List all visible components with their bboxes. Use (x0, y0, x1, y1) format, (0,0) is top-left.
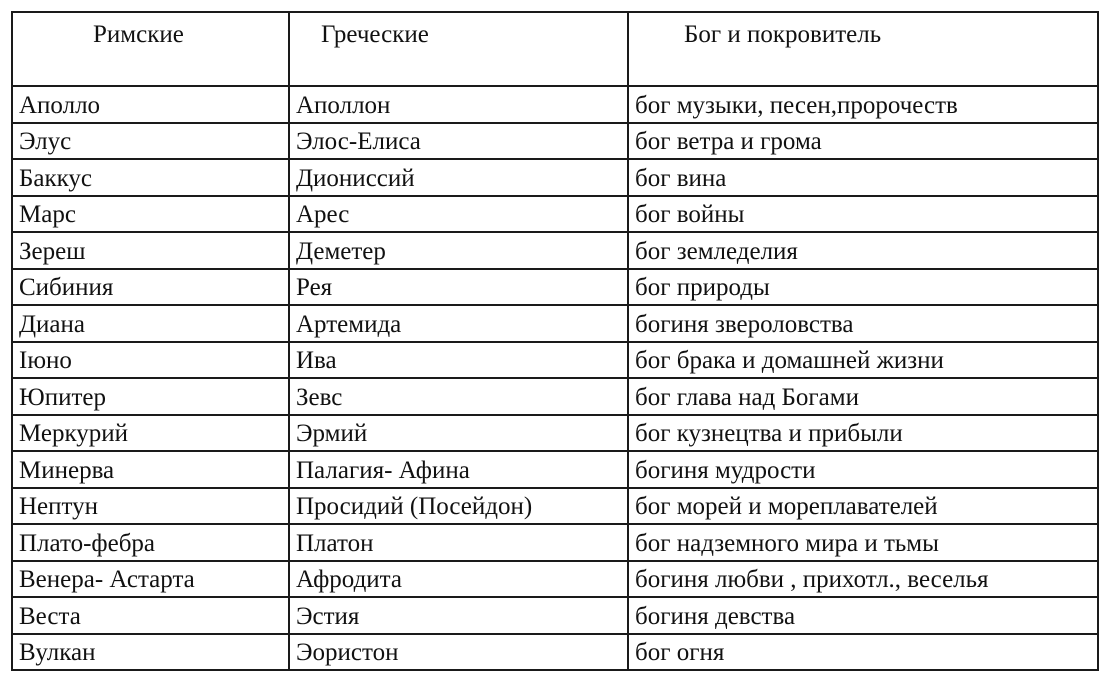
cell-roman-name: Зереш (12, 232, 289, 269)
cell-roman-name: Элус (12, 123, 289, 160)
cell-god-patron: бог земледелия (628, 232, 1098, 269)
table-row (12, 488, 1098, 525)
table-row (12, 159, 1098, 196)
cell-god-patron: богиня звероловства (628, 305, 1098, 342)
cell-greek-name: Афродита (289, 561, 628, 598)
cell-god-patron: бог вина (628, 159, 1098, 196)
cell-greek-name: Артемида (289, 305, 628, 342)
cell-greek-name: Просидий (Посейдон) (289, 488, 628, 525)
table-row (12, 269, 1098, 306)
cell-god-patron: богиня любви , прихотл., веселья (628, 561, 1098, 598)
table-row (12, 634, 1098, 671)
cell-greek-name: Арес (289, 196, 628, 233)
cell-god-patron: бог войны (628, 196, 1098, 233)
cell-roman-name: Сибиния (12, 269, 289, 306)
cell-god-patron: бог природы (628, 269, 1098, 306)
cell-greek-name: Палагия- Афина (289, 451, 628, 488)
table-row (12, 378, 1098, 415)
cell-greek-name: Эстия (289, 597, 628, 634)
table-row (12, 597, 1098, 634)
table-header (12, 12, 1098, 86)
cell-god-patron: бог огня (628, 634, 1098, 671)
table-row (12, 451, 1098, 488)
cell-greek-name: Рея (289, 269, 628, 306)
cell-roman-name: Веста (12, 597, 289, 634)
cell-roman-name: Іюно (12, 342, 289, 379)
table-row (12, 342, 1098, 379)
table-row (12, 196, 1098, 233)
header-roman: Римские (12, 12, 289, 86)
cell-roman-name: Юпитер (12, 378, 289, 415)
table-row (12, 415, 1098, 452)
header-greek: Греческие (289, 12, 628, 86)
cell-roman-name: Нептун (12, 488, 289, 525)
cell-god-patron: бог ветра и грома (628, 123, 1098, 160)
gods-table (11, 11, 1099, 671)
cell-greek-name: Ива (289, 342, 628, 379)
table-body (12, 86, 1098, 670)
table-row (12, 232, 1098, 269)
cell-god-patron: бог кузнецтва и прибыли (628, 415, 1098, 452)
cell-greek-name: Деметер (289, 232, 628, 269)
cell-god-patron: бог музыки, песен,пророчеств (628, 86, 1098, 123)
cell-roman-name: Аполло (12, 86, 289, 123)
table-row (12, 305, 1098, 342)
cell-greek-name: Эрмий (289, 415, 628, 452)
header-row (12, 12, 1098, 86)
cell-god-patron: бог глава над Богами (628, 378, 1098, 415)
cell-roman-name: Вулкан (12, 634, 289, 671)
cell-greek-name: Платон (289, 524, 628, 561)
cell-greek-name: Диониссий (289, 159, 628, 196)
table-row (12, 123, 1098, 160)
header-god-patron: Бог и покровитель (628, 12, 1098, 86)
cell-god-patron: бог брака и домашней жизни (628, 342, 1098, 379)
table-row (12, 524, 1098, 561)
cell-roman-name: Баккус (12, 159, 289, 196)
cell-god-patron: бог надземного мира и тьмы (628, 524, 1098, 561)
cell-god-patron: бог морей и мореплавателей (628, 488, 1098, 525)
table-row (12, 86, 1098, 123)
cell-god-patron: богиня девства (628, 597, 1098, 634)
cell-roman-name: Меркурий (12, 415, 289, 452)
cell-greek-name: Зевс (289, 378, 628, 415)
cell-roman-name: Минерва (12, 451, 289, 488)
cell-roman-name: Венера- Астарта (12, 561, 289, 598)
cell-roman-name: Диана (12, 305, 289, 342)
cell-greek-name: Элос-Елиса (289, 123, 628, 160)
cell-roman-name: Плато-фебра (12, 524, 289, 561)
table-row (12, 561, 1098, 598)
cell-roman-name: Марс (12, 196, 289, 233)
cell-god-patron: богиня мудрости (628, 451, 1098, 488)
cell-greek-name: Аполлон (289, 86, 628, 123)
cell-greek-name: Эористон (289, 634, 628, 671)
